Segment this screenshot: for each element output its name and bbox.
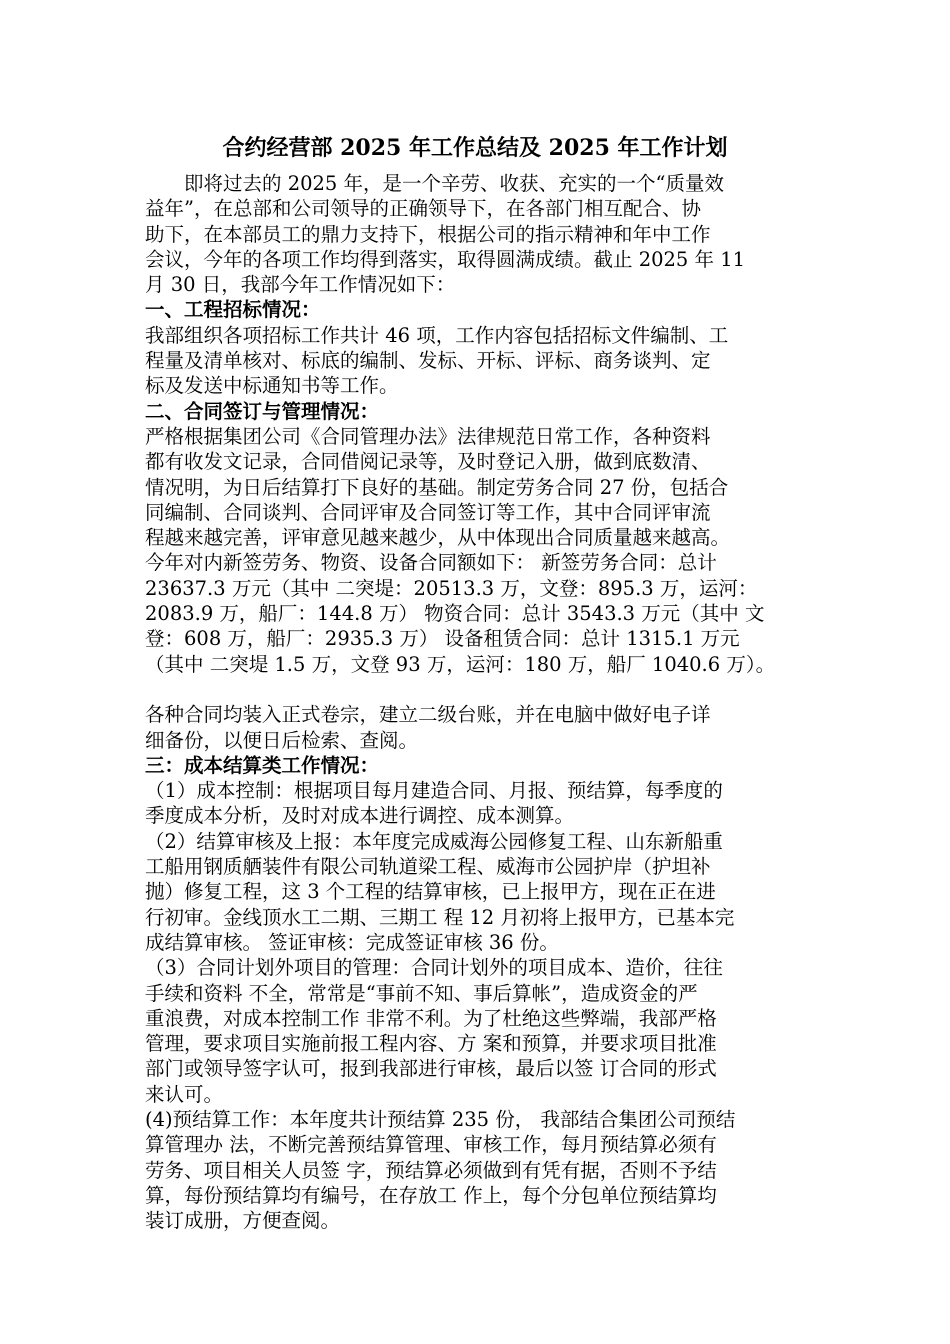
paragraph-line: 劳务、项目相关人员签 字，预结算必须做到有凭有据，否则不予结	[145, 1158, 717, 1182]
section-heading: 三：成本结算类工作情况：	[145, 753, 380, 777]
paragraph-line: 助下，在本部员工的鼎力支持下，根据公司的指示精神和年中工作	[145, 222, 711, 246]
paragraph-line: 季度成本分析，及时对成本进行调控、成本测算。	[145, 804, 575, 828]
paragraph-line: 今年对内新签劳务、物资、设备合同额如下： 新签劳务合同：总计	[145, 551, 717, 575]
paragraph-line: 细备份，以便日后检索、查阅。	[145, 728, 419, 752]
paragraph-line: 标及发送中标通知书等工作。	[145, 374, 399, 398]
paragraph-line: 工船用钢质舾装件有限公司轨道梁工程、威海市公园护岸（护坦补	[145, 855, 711, 879]
document-title: 合约经营部 2025 年工作总结及 2025 年工作计划	[222, 135, 728, 161]
paragraph-line: 程量及清单核对、标底的编制、发标、开标、评标、商务谈判、定	[145, 349, 711, 373]
paragraph-line: 月 30 日，我部今年工作情况如下：	[145, 273, 456, 297]
paragraph-line: （3）合同计划外项目的管理：合同计划外的项目成本、造价，往往	[145, 956, 723, 980]
paragraph-line: 装订成册，方便查阅。	[145, 1209, 341, 1233]
paragraph-line: 各种合同均装入正式卷宗，建立二级台账，并在电脑中做好电子详	[145, 703, 711, 727]
paragraph-line: 重浪费，对成本控制工作 非常不利。为了杜绝这些弊端，我部严格	[145, 1006, 717, 1030]
paragraph-line: 即将过去的 2025 年，是一个辛劳、收获、充实的一个“质量效	[145, 172, 724, 195]
paragraph-line: 抛）修复工程，这 3 个工程的结算审核，已上报甲方，现在正在进	[145, 880, 716, 904]
paragraph-line: 算，每份预结算均有编号，在存放工 作上，每个分包单位预结算均	[145, 1183, 717, 1207]
paragraph-line: 算管理办 法，不断完善预结算管理、审核工作，每月预结算必须有	[145, 1133, 717, 1157]
document-body	[145, 171, 807, 1233]
paragraph-line: （其中 二突堤 1.5 万，文登 93 万，运河：180 万，船厂 1040.6 万）。	[145, 652, 776, 676]
paragraph-line: 管理，要求项目实施前报工程内容、方 案和预算，并要求项目批准	[145, 1032, 717, 1056]
paragraph-line: 我部组织各项招标工作共计 46 项，工作内容包括招标文件编制、工	[145, 323, 729, 347]
paragraph-line: (4)预结算工作：本年度共计预结算 235 份， 我部结合集团公司预结	[145, 1107, 736, 1131]
paragraph-line: 2083.9 万，船厂：144.8 万） 物资合同：总计 3543.3 万元（其中 文	[145, 602, 765, 626]
paragraph-line: 益年”，在总部和公司领导的正确领导下，在各部门相互配合、协	[145, 197, 701, 221]
paragraph-line: 23637.3 万元（其中 二突堤：20513.3 万，文登：895.3 万，运河：	[145, 576, 758, 600]
paragraph-line: （1）成本控制：根据项目每月建造合同、月报、预结算，每季度的	[145, 779, 723, 803]
paragraph-line: 部门或领导签字认可，报到我部进行审核，最后以签 订合同的形式	[145, 1057, 717, 1081]
paragraph-line: 会议，今年的各项工作均得到落实，取得圆满成绩。截止 2025 年 11	[145, 247, 746, 271]
section-heading: 一、工程招标情况：	[145, 298, 321, 322]
blank-line	[145, 677, 807, 702]
paragraph-line: 成结算审核。 签证审核：完成签证审核 36 份。	[145, 930, 559, 954]
paragraph-line: 程越来越完善，评审意见越来越少，从中体现出合同质量越来越高。	[145, 526, 731, 550]
paragraph-line: 都有收发文记录，合同借阅记录等，及时登记入册，做到底数清、	[145, 450, 711, 474]
section-heading: 二、合同签订与管理情况：	[145, 399, 380, 423]
paragraph-line: 来认可。	[145, 1082, 224, 1106]
paragraph-line: 登：608 万，船厂：2935.3 万） 设备租赁合同：总计 1315.1 万元	[145, 627, 740, 651]
paragraph-line: （2）结算审核及上报：本年度完成威海公园修复工程、山东新船重	[145, 829, 723, 853]
paragraph-line: 同编制、合同谈判、合同评审及合同签订等工作，其中合同评审流	[145, 500, 711, 524]
paragraph-line: 情况明，为日后结算打下良好的基础。制定劳务合同 27 份，包括合	[145, 475, 729, 499]
paragraph-line: 手续和资料 不全，常常是“事前不知、事后算帐”，造成资金的严	[145, 981, 698, 1005]
paragraph-line: 行初审。金线顶水工二期、三期工 程 12 月初将上报甲方，已基本完	[145, 905, 735, 929]
paragraph-line: 严格根据集团公司《合同管理办法》法律规范日常工作，各种资料	[145, 424, 711, 448]
